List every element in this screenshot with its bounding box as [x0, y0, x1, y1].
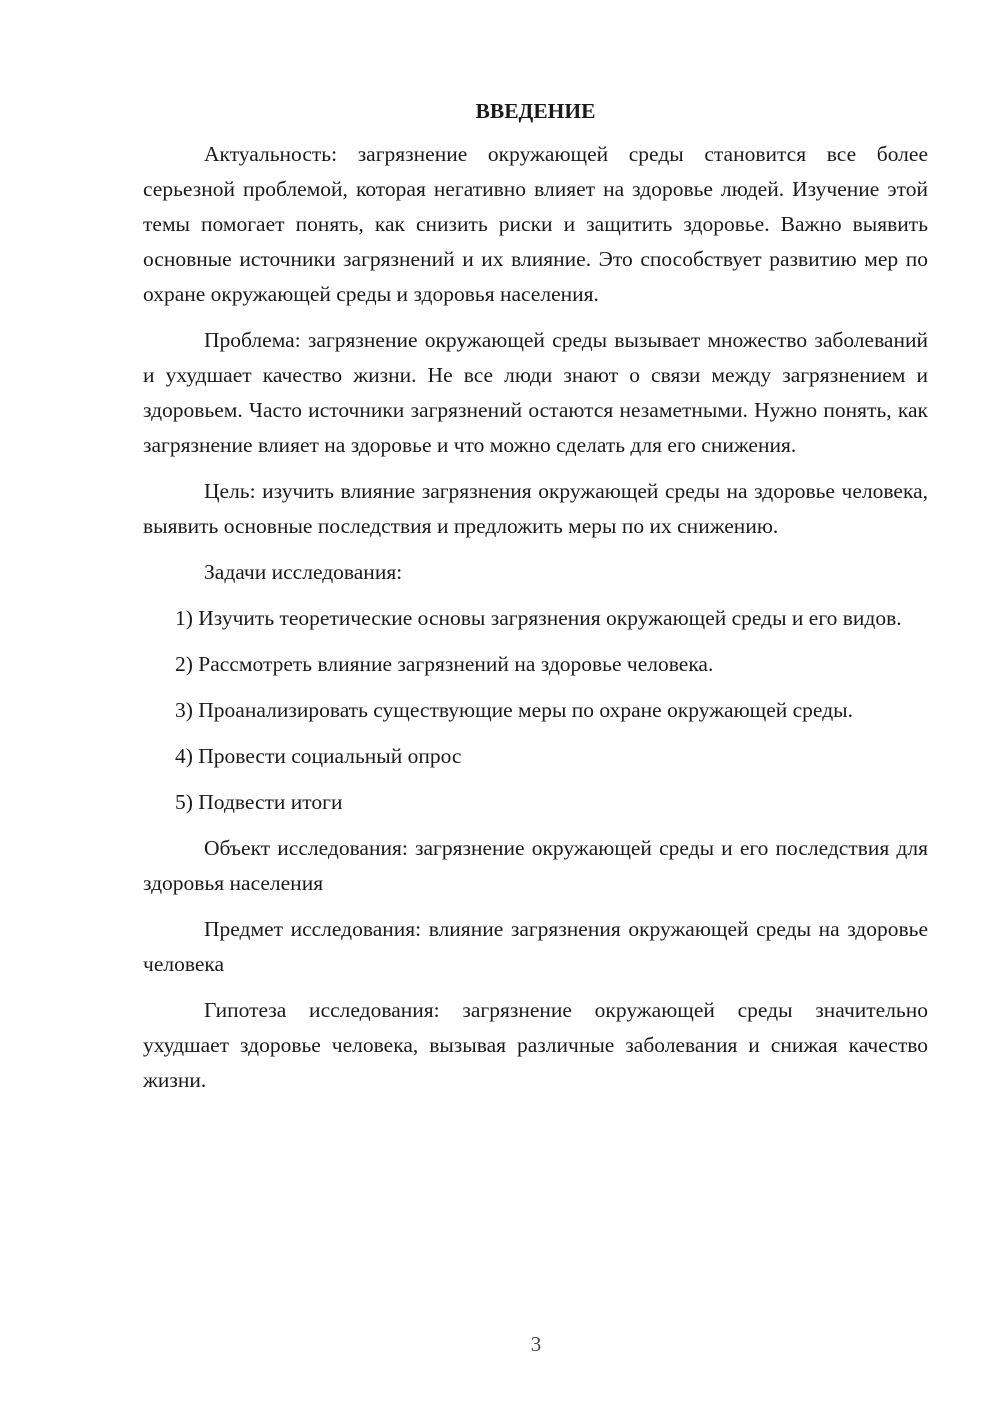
section-heading: ВВЕДЕНИЕ [475, 99, 596, 123]
goal-paragraph: Цель: изучить влияние загрязнения окружающей среды на здоровье человека, выявить основные последствия и предложить меры по их снижению. [143, 479, 928, 538]
object-paragraph: Объект исследования: загрязнение окружающей среды и его последствия для здоровья населения [143, 836, 928, 895]
hypothesis-paragraph: Гипотеза исследования: загрязнение окружающей среды значительно ухудшает здоровье человека, вызывая различные заболевания и снижая качество жизни. [143, 998, 928, 1092]
task-item-3: 3) Проанализировать существующие меры по охране окружающей среды. [175, 698, 853, 722]
page-number: 3 [530, 1332, 542, 1356]
document-page [143, 96, 928, 1109]
relevance-paragraph: Актуальность: загрязнение окружающей среды становится все более серьезной проблемой, которая негативно влияет на здоровье людей. Изучение этой темы помогает понять, как снизить риски и защитить здоровье. Важно выявить основные источники загрязнений и их влияние. Это способствует развитию мер по охране окружающей среды и здоровья населения. [143, 142, 928, 306]
subject-paragraph: Предмет исследования: влияние загрязнения окружающей среды на здоровье человека [143, 917, 928, 976]
tasks-heading: Задачи исследования: [204, 560, 403, 584]
task-item-5: 5) Подвести итоги [175, 790, 343, 814]
problem-paragraph: Проблема: загрязнение окружающей среды вызывает множество заболеваний и ухудшает качество жизни. Не все люди знают о связи между загрязнением и здоровьем. Часто источники загрязнений остаются незаметными. Нужно понять, как загрязнение влияет на здоровье и что можно сделать для его снижения. [143, 328, 928, 457]
task-item-2: 2) Рассмотреть влияние загрязнений на здоровье человека. [175, 652, 714, 676]
task-item-1: 1) Изучить теоретические основы загрязнения окружающей среды и его видов. [175, 606, 902, 630]
task-item-4: 4) Провести социальный опрос [175, 744, 462, 768]
